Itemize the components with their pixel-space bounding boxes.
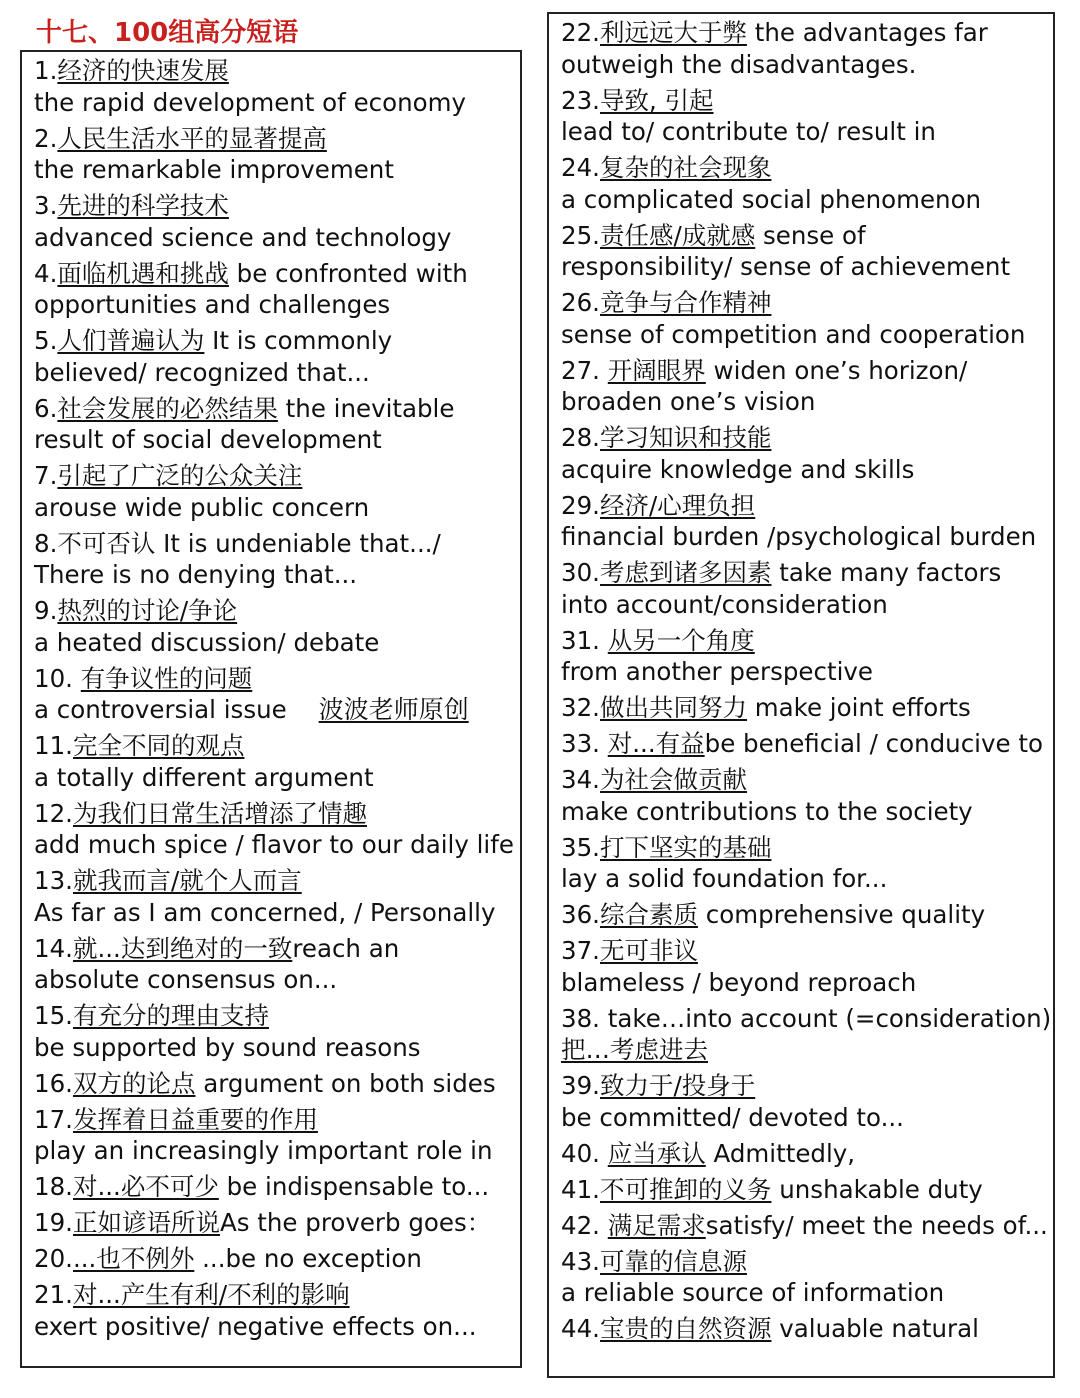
phrase-line <box>34 460 520 492</box>
phrase-english-inline: argument on both sides <box>195 1068 496 1098</box>
phrase-english: a controversial issue <box>34 695 287 724</box>
phrase-line <box>561 1138 1053 1170</box>
phrase-entry <box>34 730 520 793</box>
phrase-chinese: 应当承认 <box>607 1138 706 1168</box>
phrase-entry <box>561 422 1053 485</box>
phrase-chinese: 对...产生有利/不利的影响 <box>72 1280 350 1309</box>
phrase-number: 7. <box>34 461 58 490</box>
phrase-entry <box>34 460 520 523</box>
phrase-line <box>34 559 520 591</box>
phrase-number: 5. <box>34 326 58 355</box>
phrase-number: 32. <box>561 693 600 722</box>
phrase-line <box>561 422 1053 454</box>
phrase-line <box>561 899 1053 931</box>
phrase-chinese: 利远远大于弊 <box>599 18 747 47</box>
phrase-english-inline: Admittedly, <box>705 1138 856 1168</box>
phrase-chinese: 竞争与合作精神 <box>599 288 772 317</box>
phrase-english: acquire knowledge and skills <box>561 454 915 484</box>
phrase-english: add much spice / flavor to our daily life <box>34 830 514 859</box>
phrase-line <box>561 625 1053 657</box>
left-entries <box>34 55 520 1347</box>
phrase-line <box>561 764 1053 796</box>
phrase-line <box>34 55 520 87</box>
phrase-english-inline: 不可否认 It is undeniable that.../ <box>57 528 441 558</box>
phrase-chinese: 做出共同努力 <box>599 693 747 722</box>
phrase-line <box>34 964 520 996</box>
phrase-line <box>34 762 520 794</box>
phrase-number: 13. <box>34 866 73 895</box>
phrase-line <box>34 190 520 222</box>
phrase-english: exert positive/ negative effects on... <box>34 1311 477 1341</box>
phrase-line <box>34 798 520 830</box>
phrase-line <box>34 1243 520 1275</box>
phrase-entry <box>34 1068 520 1100</box>
phrase-english: a totally different argument <box>34 762 374 792</box>
phrase-number: 39. <box>561 1071 600 1100</box>
phrase-number: 2. <box>34 123 58 153</box>
phrase-english-inline: be indispensable to... <box>218 1172 490 1201</box>
phrase-line <box>34 528 520 560</box>
phrase-line <box>561 796 1053 828</box>
phrase-english: blameless / beyond reproach <box>561 967 917 997</box>
phrase-line <box>561 1277 1053 1309</box>
phrase-number: 28. <box>561 423 600 452</box>
phrase-english-inline: the advantages far <box>746 18 988 47</box>
phrase-entry <box>561 764 1053 827</box>
phrase-line <box>561 17 1053 49</box>
phrase-english: a complicated social phenomenon <box>561 184 982 214</box>
phrase-entry <box>34 798 520 861</box>
phrase-entry <box>34 1171 520 1203</box>
phrase-english: financial burden /psychological burden <box>561 522 1037 551</box>
phrase-chinese: 人们普遍认为 <box>57 326 205 355</box>
phrase-number: 34. <box>561 765 600 794</box>
phrase-number: 19. <box>34 1208 73 1237</box>
phrase-english-inline: unshakable duty <box>771 1174 983 1204</box>
phrase-english-inline: be confronted with <box>228 258 468 288</box>
phrase-entry <box>561 899 1053 931</box>
phrase-line <box>561 692 1053 724</box>
phrase-entry <box>34 1279 520 1342</box>
phrase-line <box>34 357 520 389</box>
phrase-chinese: 人民生活水平的显著提高 <box>57 123 327 153</box>
phrase-english: lay a solid foundation for... <box>561 864 888 893</box>
phrase-english-inline: take…into account (=consideration) <box>599 1003 1052 1033</box>
phrase-line <box>34 222 520 254</box>
phrase-number: 10. <box>34 663 81 693</box>
phrase-english: a heated discussion/ debate <box>34 627 380 657</box>
phrase-number: 38. <box>561 1003 600 1033</box>
phrase-entry <box>561 692 1053 724</box>
phrase-chinese: 就我而言/就个人而言 <box>72 866 302 895</box>
phrase-number: 11. <box>34 731 73 760</box>
phrase-entry <box>34 393 520 456</box>
phrase-line <box>561 251 1053 283</box>
phrase-english-inline: It is commonly <box>204 326 393 355</box>
phrase-entry <box>561 832 1053 895</box>
phrase-line <box>561 1246 1053 1278</box>
phrase-english: lead to/ contribute to/ result in <box>561 117 936 146</box>
phrase-entry <box>561 1070 1053 1133</box>
phrase-number: 15. <box>34 1001 73 1030</box>
phrase-english-inline: valuable natural <box>771 1314 979 1343</box>
right-entries <box>561 17 1053 1349</box>
phrase-number: 8. <box>34 528 58 558</box>
phrase-number: 33. <box>561 729 608 758</box>
phrase-english: a reliable source of information <box>561 1278 945 1307</box>
right-column-box <box>547 12 1055 1378</box>
phrase-line <box>561 728 1053 760</box>
phrase-number: 18. <box>34 1172 73 1201</box>
phrase-line <box>561 220 1053 252</box>
phrase-number: 9. <box>34 596 58 625</box>
phrase-line <box>561 863 1053 895</box>
phrase-chinese: 面临机遇和挑战 <box>57 258 229 288</box>
phrase-chinese: 就...达到绝对的一致 <box>72 933 293 963</box>
phrase-chinese: 经济/心理负担 <box>599 490 756 520</box>
phrase-line <box>561 832 1053 864</box>
phrase-chinese: ...也不例外 <box>72 1244 195 1273</box>
phrase-line <box>34 663 520 695</box>
phrase-chinese: 为我们日常生活增添了情趣 <box>72 798 367 828</box>
phrase-number: 41. <box>561 1174 600 1204</box>
phrase-chinese: 开阔眼界 <box>607 355 706 385</box>
phrase-line <box>561 1003 1053 1035</box>
phrase-number: 12. <box>34 798 73 828</box>
phrase-line <box>34 627 520 659</box>
phrase-entry <box>34 325 520 388</box>
phrase-entry <box>561 1246 1053 1309</box>
phrase-line <box>561 184 1053 216</box>
phrase-line <box>34 393 520 425</box>
phrase-line <box>34 865 520 897</box>
phrase-line <box>561 85 1053 117</box>
phrase-line <box>561 454 1053 486</box>
phrase-number: 26. <box>561 288 600 317</box>
phrase-chinese: 责任感/成就感 <box>599 220 756 250</box>
phrase-line <box>561 935 1053 967</box>
phrase-english-inline: take many factors <box>771 558 1002 587</box>
phrase-english-inline: reach an <box>292 933 400 963</box>
phrase-number: 14. <box>34 933 73 963</box>
phrase-line <box>561 1174 1053 1206</box>
phrase-entry <box>561 728 1053 760</box>
phrase-number: 44. <box>561 1314 600 1343</box>
phrase-english: into account/consideration <box>561 589 888 619</box>
phrase-chinese: 满足需求 <box>607 1210 706 1240</box>
phrase-number: 36. <box>561 900 600 929</box>
phrase-number: 30. <box>561 558 600 587</box>
phrase-chinese: 把…考虑进去 <box>561 1035 708 1064</box>
phrase-number: 6. <box>34 393 58 423</box>
phrase-number: 16. <box>34 1068 73 1098</box>
section-title: 十七、100组高分短语 <box>36 18 299 48</box>
phrase-line <box>34 154 520 186</box>
phrase-entry <box>34 190 520 253</box>
phrase-english: from another perspective <box>561 657 873 686</box>
phrase-english: arouse wide public concern <box>34 492 370 522</box>
phrase-english: As far as I am concerned, / Personally <box>34 897 496 927</box>
phrase-english: broaden one’s vision <box>561 387 816 416</box>
phrase-number: 27. <box>561 355 608 385</box>
phrase-entry <box>34 258 520 321</box>
phrase-entry <box>561 1003 1053 1066</box>
phrase-entry <box>34 1104 520 1167</box>
phrase-english-inline: As the proverb goes： <box>219 1208 492 1237</box>
phrase-line <box>561 967 1053 999</box>
phrase-line <box>34 87 520 119</box>
phrase-entry <box>34 528 520 591</box>
phrase-english-inline: comprehensive quality <box>697 900 986 929</box>
phrase-english: play an increasingly important role in <box>34 1136 493 1165</box>
phrase-english: the rapid development of economy <box>34 87 467 117</box>
phrase-english: sense of competition and cooperation <box>561 319 1026 349</box>
phrase-line <box>34 829 520 861</box>
phrase-number: 1. <box>34 56 58 85</box>
phrase-english-inline: be beneficial / conducive to <box>704 729 1043 758</box>
phrase-chinese: 打下坚实的基础 <box>599 832 772 862</box>
phrase-chinese: 热烈的讨论/争论 <box>57 596 238 625</box>
phrase-entry <box>34 933 520 996</box>
phrase-chinese: 有争议性的问题 <box>80 663 253 693</box>
phrase-english-inline: ...be no exception <box>194 1244 422 1273</box>
phrase-chinese: 复杂的社会现象 <box>599 153 772 182</box>
phrase-english-inline: widen one’s horizon/ <box>705 355 968 385</box>
phrase-entry <box>34 1000 520 1063</box>
phrase-number: 25. <box>561 220 600 250</box>
phrase-line <box>561 490 1053 522</box>
phrase-line <box>34 1311 520 1343</box>
phrase-number: 22. <box>561 18 600 47</box>
phrase-line <box>561 287 1053 319</box>
phrase-line <box>561 521 1053 553</box>
phrase-line <box>561 1102 1053 1134</box>
phrase-line <box>34 1171 520 1203</box>
phrase-chinese: 社会发展的必然结果 <box>57 393 278 423</box>
phrase-line <box>561 355 1053 387</box>
phrase-chinese: 为社会做贡献 <box>599 765 747 794</box>
phrase-entry <box>561 625 1053 688</box>
phrase-english-inline: satisfy/ meet the needs of... <box>705 1210 1048 1240</box>
phrase-chinese: 正如谚语所说 <box>72 1208 220 1237</box>
phrase-entry <box>34 663 520 726</box>
phrase-entry <box>561 355 1053 418</box>
phrase-number: 35. <box>561 832 600 862</box>
phrase-chinese: 对...有益 <box>607 729 705 758</box>
phrase-line <box>34 933 520 965</box>
phrase-chinese: 导致, 引起 <box>599 85 714 115</box>
phrase-english-inline: make joint efforts <box>746 693 971 722</box>
phrase-number: 29. <box>561 490 600 520</box>
phrase-line <box>561 1313 1053 1345</box>
phrase-chinese: 不可推卸的义务 <box>599 1174 772 1204</box>
phrase-chinese: 宝贵的自然资源 <box>599 1314 772 1343</box>
phrase-english-inline: the inevitable <box>277 393 455 423</box>
phrase-english: believed/ recognized that... <box>34 357 370 387</box>
phrase-entry <box>561 287 1053 350</box>
phrase-english: outweigh the disadvantages. <box>561 49 917 79</box>
phrase-line <box>34 1135 520 1167</box>
phrase-english: opportunities and challenges <box>34 290 391 319</box>
phrase-line <box>34 730 520 762</box>
phrase-number: 17. <box>34 1104 73 1134</box>
phrase-entry <box>34 865 520 928</box>
phrase-english: be committed/ devoted to... <box>561 1102 904 1132</box>
phrase-entry <box>561 152 1053 215</box>
phrase-line <box>34 123 520 155</box>
phrase-line <box>561 1070 1053 1102</box>
phrase-line <box>34 1207 520 1239</box>
phrase-entry <box>561 557 1053 620</box>
phrase-chinese: 学习知识和技能 <box>599 423 772 452</box>
phrase-line <box>34 595 520 627</box>
phrase-line <box>34 1068 520 1100</box>
phrase-english: be supported by sound reasons <box>34 1032 421 1062</box>
phrase-line <box>34 424 520 456</box>
phrase-entry <box>561 490 1053 553</box>
phrase-number: 42. <box>561 1210 608 1240</box>
phrase-entry <box>34 1243 520 1275</box>
phrase-line <box>561 319 1053 351</box>
phrase-chinese: 完全不同的观点 <box>72 731 245 760</box>
phrase-english-inline: sense of <box>755 220 866 250</box>
phrase-number: 20. <box>34 1244 73 1273</box>
phrase-number: 4. <box>34 258 58 288</box>
phrase-line <box>34 1279 520 1311</box>
phrase-number: 24. <box>561 153 600 182</box>
phrase-chinese: 对...必不可少 <box>72 1172 219 1201</box>
phrase-english: make contributions to the society <box>561 796 973 826</box>
phrase-line <box>561 557 1053 589</box>
phrase-line <box>561 589 1053 621</box>
phrase-english: responsibility/ sense of achievement <box>561 252 1011 281</box>
phrase-number: 23. <box>561 85 600 115</box>
phrase-chinese: 有充分的理由支持 <box>72 1001 269 1030</box>
phrase-entry <box>34 55 520 118</box>
phrase-line <box>561 152 1053 184</box>
phrase-line <box>561 1210 1053 1242</box>
phrase-number: 40. <box>561 1138 608 1168</box>
phrase-line <box>34 694 520 726</box>
phrase-line <box>561 656 1053 688</box>
phrase-entry <box>561 85 1053 148</box>
author-credit: 波波老师原创 <box>318 695 469 724</box>
phrase-chinese: 可靠的信息源 <box>599 1246 747 1276</box>
phrase-chinese: 双方的论点 <box>72 1068 196 1098</box>
phrase-number: 43. <box>561 1246 600 1276</box>
phrase-chinese: 从另一个角度 <box>607 625 755 655</box>
phrase-entry <box>34 1207 520 1239</box>
phrase-line <box>34 492 520 524</box>
left-column-box <box>20 50 522 1368</box>
phrase-entry <box>34 123 520 186</box>
phrase-line <box>34 1032 520 1064</box>
phrase-chinese: 发挥着日益重要的作用 <box>72 1104 318 1134</box>
phrase-line <box>561 49 1053 81</box>
phrase-line <box>34 325 520 357</box>
phrase-line <box>34 897 520 929</box>
phrase-line <box>34 289 520 321</box>
phrase-entry <box>561 220 1053 283</box>
phrase-chinese: 无可非议 <box>599 936 698 965</box>
phrase-line <box>561 1034 1053 1066</box>
phrase-entry <box>561 1313 1053 1345</box>
phrase-english: There is no denying that... <box>34 560 358 589</box>
phrase-entry <box>561 17 1053 80</box>
phrase-line <box>561 116 1053 148</box>
phrase-chinese: 考虑到诸多因素 <box>599 558 772 587</box>
phrase-english: absolute consensus on... <box>34 965 338 994</box>
phrase-chinese: 引起了广泛的公众关注 <box>57 461 303 490</box>
phrase-line <box>34 1104 520 1136</box>
phrase-line <box>34 258 520 290</box>
phrase-number: 37. <box>561 936 600 965</box>
phrase-line <box>561 386 1053 418</box>
phrase-entry <box>561 1210 1053 1242</box>
phrase-entry <box>34 595 520 658</box>
phrase-chinese: 致力于/投身于 <box>599 1071 756 1100</box>
phrase-entry <box>561 935 1053 998</box>
phrase-entry <box>561 1174 1053 1206</box>
phrase-english: result of social development <box>34 425 382 454</box>
phrase-chinese: 先进的科学技术 <box>57 191 229 220</box>
phrase-chinese: 综合素质 <box>599 900 698 929</box>
phrase-english: advanced science and technology <box>34 222 452 252</box>
phrase-number: 21. <box>34 1280 73 1309</box>
phrase-entry <box>561 1138 1053 1170</box>
phrase-number: 31. <box>561 625 608 655</box>
phrase-english: the remarkable improvement <box>34 155 394 184</box>
phrase-line <box>34 1000 520 1032</box>
phrase-chinese: 经济的快速发展 <box>57 56 229 85</box>
phrase-number: 3. <box>34 191 58 220</box>
